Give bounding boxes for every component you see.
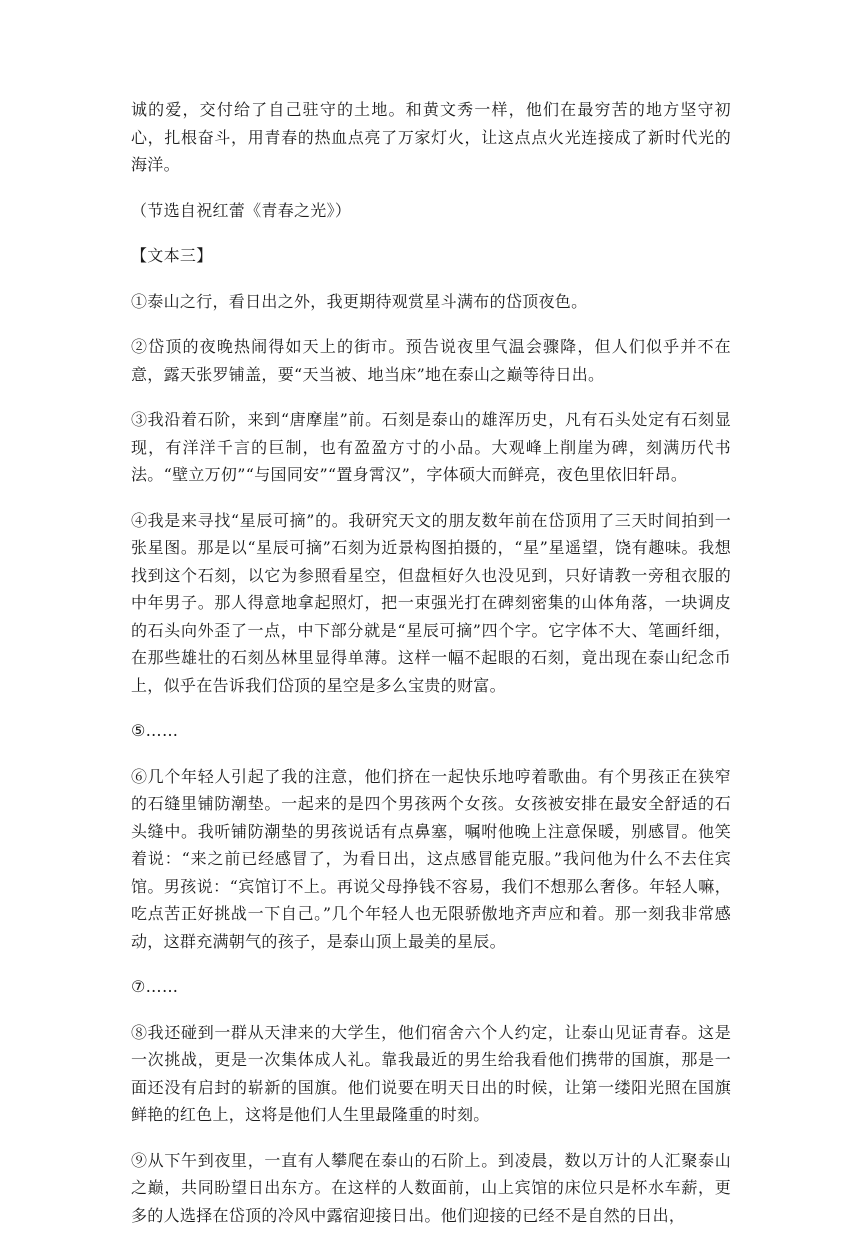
paragraph-2: ②岱顶的夜晚热闹得如天上的街市。预告说夜里气温会骤降，但人们似乎并不在意，露天张罗铺盖，要“天当被、地当床”地在泰山之巅等待日出。: [131, 337, 731, 384]
paragraph-1: ①泰山之行，看日出之外，我更期待观赏星斗满布的岱顶夜色。: [131, 291, 588, 311]
continuation-paragraph: 诚的爱，交付给了自己驻守的土地。和黄文秀一样，他们在最穷苦的地方坚守初心，扎根奋斗，用青春的热血点亮了万家灯火，让这点点火光连接成了新时代光的海洋。: [131, 100, 731, 174]
paragraph-4: ④我是来寻找“星辰可摘”的。我研究天文的朋友数年前在岱顶用了三天时间拍到一张星图。那是以“星辰可摘”石刻为近景构图拍摄的，“星”星遥望，饶有趣味。我想找到这个石刻，以它为参照看星空，但盘桓好久也没见到，只好请教一旁租衣服的中年男子。那人得意地拿起照灯，把一束强光打在碑刻密集的山体角落，一块调皮的石头向外歪了一点，中下部分就是“星辰可摘”四个字。它字体不大、笔画纤细，在那些雄壮的石刻丛林里显得单薄。这样一幅不起眼的石刻，竟出现在泰山纪念币上，似乎在告诉我们岱顶的星空是多么宝贵的财富。: [131, 510, 731, 695]
paragraph-8: ⑧我还碰到一群从天津来的大学生，他们宿舍六个人约定，让泰山见证青春。这是一次挑战，更是一次集体成人礼。靠我最近的男生给我看他们携带的国旗，那是一面还没有启封的崭新的国旗。他们说要在明天日出的时候，让第一缕阳光照在国旗鲜艳的红色上，这将是他们人生里最隆重的时刻。: [131, 1022, 731, 1124]
paragraph-3: ③我沿着石阶，来到“唐摩崖”前。石刻是泰山的雄浑历史，凡有石头处定有石刻显现，有洋洋千言的巨制，也有盈盈方寸的小品。大观峰上削崖为碑，刻满历代书法。“壁立万仞”“与国同安”“置身霄汉”，字体硕大而鲜亮，夜色里依旧轩昂。: [131, 410, 731, 484]
paragraph-6: ⑥几个年轻人引起了我的注意，他们挤在一起快乐地哼着歌曲。有个男孩正在狭窄的石缝里铺防潮垫。一起来的是四个男孩两个女孩。女孩被安排在最安全舒适的石头缝中。我听铺防潮垫的男孩说话有点鼻塞，嘱咐他晚上注意保暖，别感冒。他笑着说：“来之前已经感冒了，为看日出，这点感冒能克服。”我问他为什么不去住宾馆。男孩说：“宾馆订不上。再说父母挣钱不容易，我们不想那么奢侈。年轻人嘛，吃点苦正好挑战一下自己。”几个年轻人也无限骄傲地齐声应和着。那一刻我非常感动，这群充满朝气的孩子，是泰山顶上最美的星辰。: [131, 766, 731, 951]
section-heading: 【文本三】: [131, 246, 213, 265]
paragraph-9: ⑨从下午到夜里，一直有人攀爬在泰山的石阶上。到凌晨，数以万计的人汇聚泰山之巅，共同盼望日出东方。在这样的人数面前，山上宾馆的床位只是杯水车薪，更多的人选择在岱顶的冷风中露宿迎接日出。他们迎接的已经不是自然的日出，: [131, 1150, 731, 1225]
source-note: （节选自祝红蕾《青春之光》）: [131, 200, 352, 220]
document-page: [131, 96, 731, 1247]
paragraph-5: ⑤……: [131, 721, 179, 740]
paragraph-7: ⑦……: [131, 977, 179, 996]
